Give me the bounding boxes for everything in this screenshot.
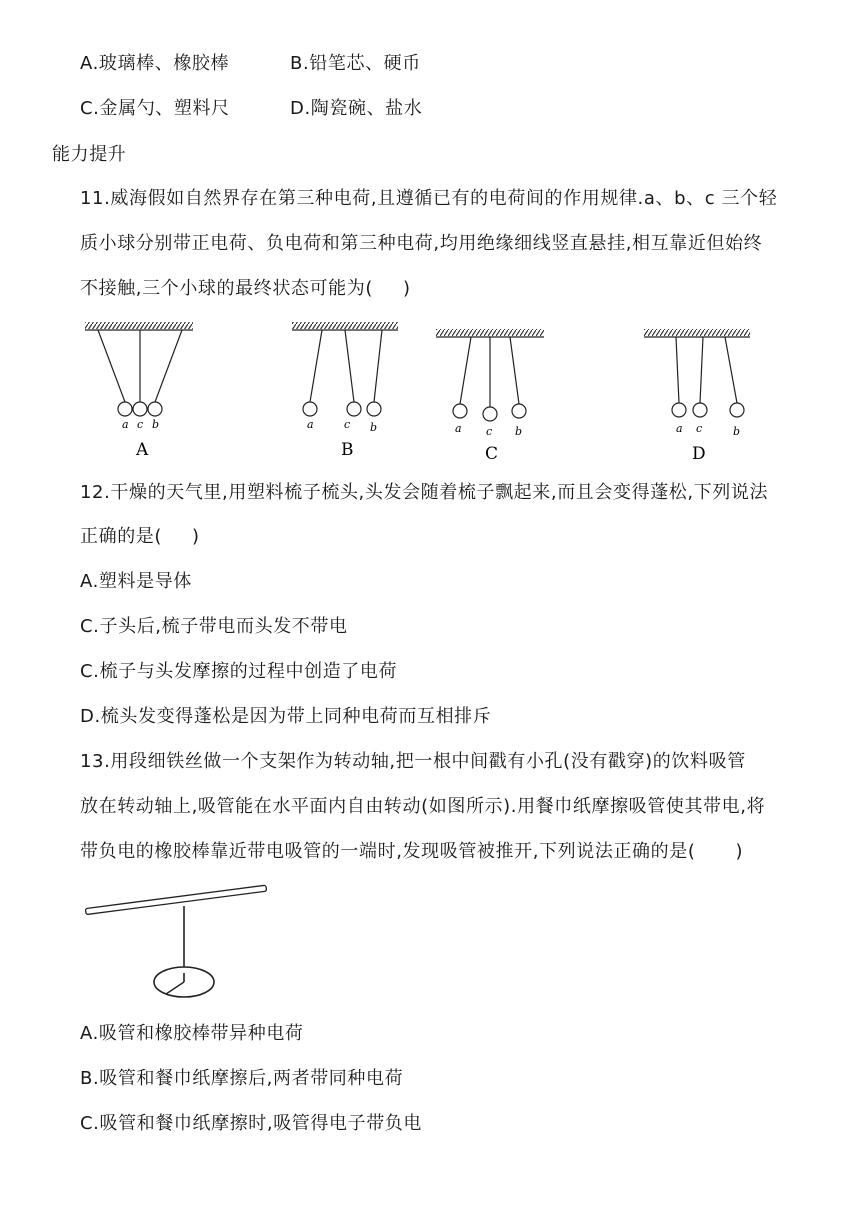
thread-d-c <box>700 337 703 403</box>
q13-paren-close: ) <box>735 841 744 862</box>
label-b-b: b <box>370 421 378 434</box>
ceiling-d <box>644 329 750 336</box>
q11-text-line1: 11.威海假如自然界存在第三种电荷,且遵循已有的电荷间的作用规律.a、b、c 三个轻 <box>80 188 778 209</box>
ball-a-c <box>133 402 147 416</box>
q12-text-line1: 12.干燥的天气里,用塑料梳子梳头,头发会随着梳子飘起来,而且会变得蓬松,下列说法 <box>80 482 769 503</box>
q10-option-c: C.金属勺、塑料尺 <box>80 98 230 119</box>
ball-a-a <box>118 402 132 416</box>
label-d-c: c <box>696 422 703 435</box>
label-c-b: b <box>515 425 523 438</box>
q12-stem-end: 正确的是( <box>80 526 163 547</box>
ball-b-a <box>303 402 317 416</box>
figure-a <box>85 322 193 460</box>
label-a-c: c <box>137 418 144 431</box>
thread-b-a <box>310 330 322 402</box>
q12-option-4: D.梳头发变得蓬松是因为带上同种电荷而互相排斥 <box>80 706 492 727</box>
thread-b-b <box>374 330 382 402</box>
label-a-a: a <box>122 418 129 431</box>
q13-option-2: B.吸管和餐巾纸摩擦后,两者带同种电荷 <box>80 1068 404 1089</box>
q13-text-line1: 13.用段细铁丝做一个支架作为转动轴,把一根中间戳有小孔(没有戳穿)的饮料吸管 <box>80 751 746 772</box>
q12-option-3: C.梳子与头发摩擦的过程中创造了电荷 <box>80 661 398 682</box>
q11-figures <box>0 315 860 470</box>
label-d-a: a <box>676 422 683 435</box>
q13-option-3: C.吸管和餐巾纸摩擦时,吸管得电子带负电 <box>80 1113 423 1134</box>
ceiling-b <box>292 322 398 329</box>
label-d-b: b <box>733 425 741 438</box>
thread-d-b <box>725 337 737 403</box>
q11-paren-close: ) <box>402 278 411 299</box>
figure-a-letter: A <box>136 440 149 460</box>
q10-option-d: D.陶瓷碗、盐水 <box>290 98 423 119</box>
thread-a-a <box>98 330 125 402</box>
figure-b-letter: B <box>341 440 354 460</box>
q13-figure <box>80 880 280 1005</box>
thread-c-b <box>510 337 519 404</box>
figure-b <box>292 322 398 460</box>
ceiling-c <box>436 329 544 336</box>
q12-paren-close: ) <box>192 526 200 547</box>
ball-a-b <box>148 402 162 416</box>
ball-b-b <box>367 402 381 416</box>
q12-option-1: A.塑料是导体 <box>80 571 192 592</box>
q11-stem-end: 不接触,三个小球的最终状态可能为( <box>80 278 373 299</box>
thread-d-a <box>676 337 679 403</box>
figure-c-letter: C <box>485 444 499 464</box>
ball-d-a <box>672 403 686 417</box>
q13-stem-end: 带负电的橡胶棒靠近带电吸管的一端时,发现吸管被推开,下列说法正确的是( <box>80 841 696 862</box>
label-c-c: c <box>486 425 493 438</box>
ball-c-b <box>512 404 526 418</box>
figure-d-letter: D <box>692 444 706 464</box>
ball-d-b <box>730 403 744 417</box>
thread-b-c <box>345 330 354 402</box>
ceiling-a <box>85 322 193 329</box>
ball-d-c <box>693 403 707 417</box>
q13-option-1: A.吸管和橡胶棒带异种电荷 <box>80 1023 304 1044</box>
q13-text-line3 <box>80 840 743 864</box>
label-b-a: a <box>307 418 314 431</box>
thread-a-b <box>155 330 182 402</box>
q11-text-line3 <box>80 277 411 301</box>
figure-d <box>644 329 750 464</box>
q10-option-a: A.玻璃棒、橡胶棒 <box>80 53 230 74</box>
ball-c-c <box>483 407 497 421</box>
thread-c-a <box>460 337 471 404</box>
q12-option-2: C.子头后,梳子带电而头发不带电 <box>80 616 348 637</box>
ball-c-a <box>453 404 467 418</box>
label-b-c: c <box>344 418 351 431</box>
label-c-a: a <box>455 422 462 435</box>
drinking-straw <box>85 885 266 914</box>
ball-b-c <box>347 402 361 416</box>
figure-c <box>436 329 544 464</box>
q12-text-line2 <box>80 525 200 549</box>
q11-text-line2: 质小球分别带正电荷、负电荷和第三种电荷,均用绝缘细线竖直悬挂,相互靠近但始终 <box>80 233 763 254</box>
q13-text-line2: 放在转动轴上,吸管能在水平面内自由转动(如图所示).用餐巾纸摩擦吸管使其带电,将 <box>80 796 766 817</box>
label-a-b: b <box>152 418 160 431</box>
section-title: 能力提升 <box>52 144 127 165</box>
q10-option-b: B.铅笔芯、硬币 <box>290 53 421 74</box>
